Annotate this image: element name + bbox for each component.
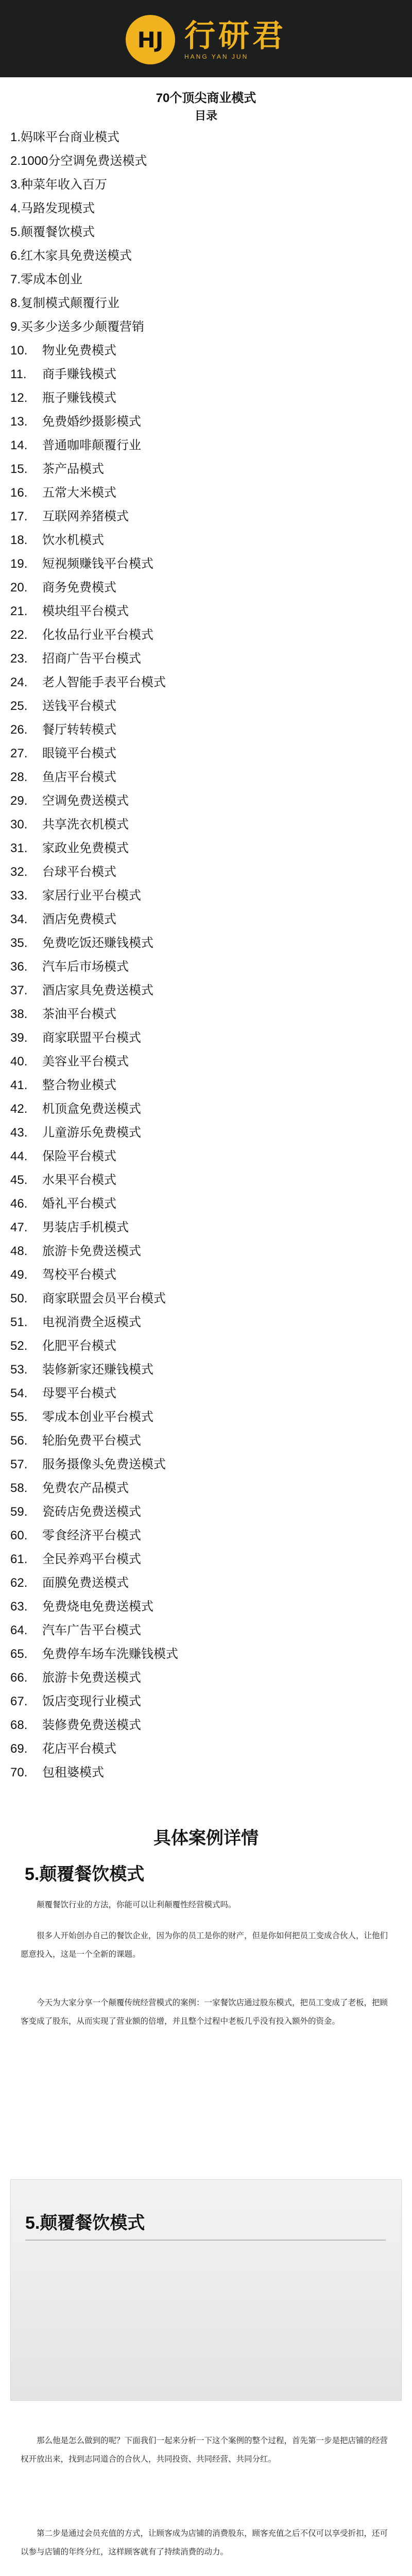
toc-item-label: 电视消费全返模式 — [42, 1315, 141, 1329]
toc-item-label: 马路发现模式 — [21, 201, 95, 215]
toc-item-label: 餐厅转转模式 — [42, 723, 116, 737]
toc-item — [10, 1690, 402, 1714]
toc-item-number: 7. — [10, 273, 21, 286]
toc-item-label: 零食经济平台模式 — [42, 1529, 141, 1543]
toc-item-label: 种菜年收入百万 — [21, 178, 108, 192]
toc-item-label: 免费烧电免费送模式 — [42, 1600, 153, 1614]
toc-item — [10, 457, 402, 481]
toc-item-label: 眼镜平台模式 — [42, 747, 116, 760]
toc-item-label: 装修新家还赚钱模式 — [42, 1363, 153, 1377]
toc-item-label: 水果平台模式 — [42, 1173, 116, 1187]
toc-item — [10, 884, 402, 908]
toc-item — [10, 221, 402, 244]
toc-item-label: 茶产品模式 — [42, 462, 104, 476]
toc-item-label: 五常大米模式 — [42, 486, 116, 500]
case-paragraph: 那么他是怎么做到的呢？下面我们一起来分析一下这个案例的整个过程，首先第一步是把店铺的经营权开放出来，找到志同道合的合伙人，共同投资、共同经营、共同分红。 — [21, 2436, 388, 2464]
toc-item-number: 64. — [10, 1623, 28, 1637]
toc-item — [10, 718, 402, 742]
toc-item — [10, 149, 402, 173]
toc-item — [10, 410, 402, 434]
toc-item — [10, 1548, 402, 1571]
brand-name: 行研君 — [184, 19, 286, 53]
toc-item-number: 20. — [10, 581, 28, 595]
case-paragraph: 很多人开始创办自己的餐饮企业，因为你的员工是你的财产，但是你如何把员工变成合伙人，让他们愿意投入，这是一个全新的课题。 — [21, 1931, 388, 1959]
brand-logo — [0, 11, 412, 68]
toc-item-number: 48. — [10, 1244, 28, 1258]
toc-item-label: 免费婚纱摄影模式 — [42, 415, 141, 429]
toc-item-number: 10. — [10, 344, 28, 358]
toc-item — [10, 1761, 402, 1785]
toc-item-label: 短视频赚钱平台模式 — [42, 557, 153, 571]
toc-item-label: 零成本创业平台模式 — [42, 1410, 153, 1424]
toc-item — [10, 955, 402, 979]
toc-item-number: 54. — [10, 1386, 28, 1400]
toc-item-label: 商务免费模式 — [42, 581, 116, 595]
toc-item-number: 51. — [10, 1315, 28, 1329]
toc-item-number: 30. — [10, 818, 28, 832]
toc-item — [10, 1074, 402, 1097]
image-caption: 5.颠覆餐饮模式 — [25, 2213, 145, 2233]
toc-item-label: 免费吃饭还赚钱模式 — [42, 936, 153, 950]
toc-item — [10, 1358, 402, 1382]
toc-item-number: 27. — [10, 747, 28, 760]
toc-item-number: 50. — [10, 1292, 28, 1306]
toc-item-label: 服务摄像头免费送模式 — [42, 1458, 166, 1471]
toc-item-label: 汽车后市场模式 — [42, 960, 129, 974]
toc-item — [10, 315, 402, 339]
toc-item — [10, 1026, 402, 1050]
toc-item — [10, 1453, 402, 1477]
toc-item-number: 62. — [10, 1576, 28, 1590]
toc-item-number: 2. — [10, 154, 21, 168]
toc-item — [10, 766, 402, 789]
toc-item — [10, 434, 402, 457]
toc-item-number: 34. — [10, 912, 28, 926]
toc-item-label: 包租婆模式 — [42, 1766, 104, 1780]
toc-item-label: 普通咖啡颠覆行业 — [42, 438, 141, 452]
toc-item — [10, 1216, 402, 1240]
toc-item-label: 免费停车场车洗赚钱模式 — [42, 1647, 178, 1661]
toc-item — [10, 1595, 402, 1619]
toc-item-label: 全民养鸡平台模式 — [42, 1552, 141, 1566]
toc-item-number: 38. — [10, 1007, 28, 1021]
toc-item-number: 11. — [10, 367, 27, 381]
toc-item — [10, 1168, 402, 1192]
brand-subtitle: HANG YAN JUN — [184, 53, 249, 60]
toc-item-label: 空调免费送模式 — [42, 794, 129, 808]
toc-item — [10, 1666, 402, 1690]
header-banner — [0, 0, 412, 77]
toc-item — [10, 600, 402, 623]
toc-item-number: 49. — [10, 1268, 28, 1282]
toc-item-number: 43. — [10, 1126, 28, 1140]
toc-item — [10, 908, 402, 931]
toc-item — [10, 505, 402, 529]
divider — [25, 2240, 386, 2241]
toc-item-label: 男装店手机模式 — [42, 1221, 129, 1234]
toc-item — [10, 552, 402, 576]
toc-item-number: 57. — [10, 1458, 28, 1471]
toc-item — [10, 173, 402, 197]
toc-item — [10, 860, 402, 884]
toc-item-label: 送钱平台模式 — [42, 699, 116, 713]
case-screenshot-image — [10, 2179, 402, 2401]
toc-item-label: 保险平台模式 — [42, 1149, 116, 1163]
toc-item — [10, 1287, 402, 1311]
toc-item-number: 29. — [10, 794, 28, 808]
toc-item-number: 41. — [10, 1078, 28, 1092]
toc-item-number: 18. — [10, 533, 28, 547]
toc-item — [10, 126, 402, 149]
logo-text — [184, 19, 286, 60]
toc-item — [10, 386, 402, 410]
toc-item-number: 9. — [10, 320, 21, 334]
logo-mark-icon: HJ — [126, 15, 175, 64]
toc-item — [10, 197, 402, 221]
toc-item-number: 31. — [10, 841, 28, 855]
toc-item-label: 买多少送多少颠覆营销 — [21, 320, 145, 334]
toc-item-label: 酒店免费模式 — [42, 912, 116, 926]
toc-item-number: 60. — [10, 1529, 28, 1543]
toc-item-label: 装修费免费送模式 — [42, 1718, 141, 1732]
toc-item — [10, 813, 402, 837]
toc-item-number: 53. — [10, 1363, 28, 1377]
toc-item-label: 鱼店平台模式 — [42, 770, 116, 784]
toc-item-label: 台球平台模式 — [42, 865, 116, 879]
toc-item-label: 酒店家具免费送模式 — [42, 984, 153, 997]
toc-item-number: 58. — [10, 1481, 28, 1495]
toc-item — [10, 481, 402, 505]
toc-item-number: 56. — [10, 1434, 28, 1448]
toc-item-label: 花店平台模式 — [42, 1742, 116, 1756]
toc-item — [10, 1619, 402, 1642]
toc-item — [10, 576, 402, 600]
toc-item-label: 共享洗衣机模式 — [42, 818, 129, 832]
toc-item-number: 39. — [10, 1031, 28, 1045]
toc-item-label: 驾校平台模式 — [42, 1268, 116, 1282]
toc-item-label: 旅游卡免费送模式 — [42, 1244, 141, 1258]
toc-item-label: 家政业免费模式 — [42, 841, 129, 855]
toc-item — [10, 1334, 402, 1358]
toc-item-number: 13. — [10, 415, 28, 429]
toc-item-number: 21. — [10, 604, 28, 618]
toc-item — [10, 1050, 402, 1074]
toc-item-label: 美容业平台模式 — [42, 1055, 129, 1069]
toc-item-number: 24. — [10, 675, 28, 689]
toc-item-number: 67. — [10, 1694, 28, 1708]
toc-item-number: 68. — [10, 1718, 28, 1732]
toc-item-label: 母婴平台模式 — [42, 1386, 116, 1400]
toc-item-number: 66. — [10, 1671, 28, 1685]
toc-item-label: 模块组平台模式 — [42, 604, 129, 618]
toc-item-number: 4. — [10, 201, 21, 215]
toc-item-number: 25. — [10, 699, 28, 713]
toc-item-label: 老人智能手表平台模式 — [42, 675, 166, 689]
case-paragraph: 今天为大家分享一个颠覆传统经营模式的案例：一家餐饮店通过股东模式，把员工变成了老板，把顾客变成了股东，从而实现了营业额的倍增，并且整个过程中老板几乎没有投入额外的资金。 — [21, 1998, 388, 2026]
toc-item-number: 33. — [10, 889, 28, 903]
toc-item-label: 家居行业平台模式 — [42, 889, 141, 903]
toc-item — [10, 1714, 402, 1737]
toc-item-label: 商家联盟平台模式 — [42, 1031, 141, 1045]
toc-item-label: 零成本创业 — [21, 273, 83, 286]
toc-item — [10, 1097, 402, 1121]
toc-item-number: 69. — [10, 1742, 28, 1756]
toc-item — [10, 1121, 402, 1145]
toc-item — [10, 671, 402, 694]
toc-item-number: 40. — [10, 1055, 28, 1069]
toc-item — [10, 1524, 402, 1548]
table-of-contents — [10, 126, 402, 1785]
toc-item — [10, 1003, 402, 1026]
toc-item-number: 65. — [10, 1647, 28, 1661]
toc-item-label: 汽车广告平台模式 — [42, 1623, 141, 1637]
toc-item-number: 1. — [10, 130, 21, 144]
toc-item — [10, 363, 402, 386]
toc-item-label: 化妆品行业平台模式 — [42, 628, 153, 642]
toc-item-number: 35. — [10, 936, 28, 950]
toc-item-label: 瓷砖店免费送模式 — [42, 1505, 141, 1519]
toc-item-label: 饮水机模式 — [42, 533, 104, 547]
toc-item-number: 5. — [10, 225, 21, 239]
toc-item-label: 饭店变现行业模式 — [42, 1694, 141, 1708]
toc-item — [10, 529, 402, 552]
toc-item — [10, 1737, 402, 1761]
toc-item-number: 63. — [10, 1600, 28, 1614]
toc-item-number: 32. — [10, 865, 28, 879]
toc-item — [10, 268, 402, 292]
toc-item-label: 商手赚钱模式 — [42, 367, 116, 381]
toc-item-number: 59. — [10, 1505, 28, 1519]
toc-item-label: 物业免费模式 — [42, 344, 116, 358]
toc-item-label: 免费农产品模式 — [42, 1481, 129, 1495]
toc-item-number: 55. — [10, 1410, 28, 1424]
toc-item-label: 复制模式颠覆行业 — [21, 296, 120, 310]
toc-item-number: 19. — [10, 557, 28, 571]
section-heading: 具体案例详情 — [153, 1828, 259, 1848]
case-title: 5.颠覆餐饮模式 — [25, 1865, 145, 1884]
toc-item — [10, 623, 402, 647]
toc-item — [10, 339, 402, 363]
toc-item-number: 47. — [10, 1221, 28, 1234]
toc-item-label: 儿童游乐免费模式 — [42, 1126, 141, 1140]
toc-item-number: 36. — [10, 960, 28, 974]
toc-item-number: 15. — [10, 462, 28, 476]
toc-item-number: 52. — [10, 1339, 28, 1353]
toc-item — [10, 789, 402, 813]
toc-item — [10, 742, 402, 766]
toc-item — [10, 694, 402, 718]
toc-item-number: 46. — [10, 1197, 28, 1211]
toc-item-label: 红木家具免费送模式 — [21, 249, 132, 263]
toc-item-label: 机顶盒免费送模式 — [42, 1102, 141, 1116]
toc-item-number: 37. — [10, 984, 28, 997]
toc-item-number: 45. — [10, 1173, 28, 1187]
toc-item-number: 16. — [10, 486, 28, 500]
toc-item-label: 轮胎免费平台模式 — [42, 1434, 141, 1448]
toc-item — [10, 1382, 402, 1405]
toc-item — [10, 1240, 402, 1263]
toc-item-number: 26. — [10, 723, 28, 737]
toc-item — [10, 1263, 402, 1287]
toc-item — [10, 979, 402, 1003]
toc-item-number: 22. — [10, 628, 28, 642]
toc-item-label: 互联网养猪模式 — [42, 510, 129, 523]
toc-item-label: 商家联盟会员平台模式 — [42, 1292, 166, 1306]
toc-item-label: 化肥平台模式 — [42, 1339, 116, 1353]
toc-item — [10, 1311, 402, 1334]
toc-item-label: 1000分空调免费送模式 — [21, 154, 147, 168]
toc-item — [10, 1477, 402, 1500]
toc-item — [10, 837, 402, 860]
toc-item-number: 12. — [10, 391, 28, 405]
toc-item-label: 颠覆餐饮模式 — [21, 225, 95, 239]
toc-item — [10, 1405, 402, 1429]
toc-item — [10, 1192, 402, 1216]
toc-item-number: 6. — [10, 249, 21, 263]
toc-item — [10, 1642, 402, 1666]
toc-item — [10, 1571, 402, 1595]
toc-item-label: 面膜免费送模式 — [42, 1576, 129, 1590]
toc-item — [10, 931, 402, 955]
toc-item — [10, 1429, 402, 1453]
toc-item-label: 瓶子赚钱模式 — [42, 391, 116, 405]
document-title: 70个顶尖商业模式 — [156, 91, 256, 105]
toc-item-number: 44. — [10, 1149, 28, 1163]
toc-item — [10, 1145, 402, 1168]
toc-item-number: 3. — [10, 178, 21, 192]
toc-item-number: 70. — [10, 1766, 28, 1780]
toc-item-number: 61. — [10, 1552, 28, 1566]
toc-item — [10, 1500, 402, 1524]
toc-item-label: 整合物业模式 — [42, 1078, 116, 1092]
case-paragraph: 第二步是通过会员充值的方式，让顾客成为店铺的消费股东，顾客充值之后不仅可以享受折扣，还可以参与店铺的年终分红，这样顾客就有了持续消费的动力。 — [21, 2529, 388, 2556]
toc-item-number: 17. — [10, 510, 28, 523]
toc-item-number: 28. — [10, 770, 28, 784]
toc-item — [10, 647, 402, 671]
toc-item — [10, 292, 402, 315]
toc-item-label: 招商广告平台模式 — [42, 652, 141, 666]
case-paragraph: 颠覆餐饮行业的方法，你能可以让利颠覆性经营模式吗。 — [37, 1901, 236, 1909]
toc-heading: 目录 — [194, 109, 217, 122]
toc-item — [10, 244, 402, 268]
toc-item-label: 茶油平台模式 — [42, 1007, 116, 1021]
toc-item-label: 妈咪平台商业模式 — [21, 130, 120, 144]
toc-item-number: 42. — [10, 1102, 28, 1116]
toc-item-label: 婚礼平台模式 — [42, 1197, 116, 1211]
toc-item-number: 8. — [10, 296, 21, 310]
toc-item-label: 旅游卡免费送模式 — [42, 1671, 141, 1685]
toc-item-number: 14. — [10, 438, 28, 452]
toc-item-number: 23. — [10, 652, 28, 666]
